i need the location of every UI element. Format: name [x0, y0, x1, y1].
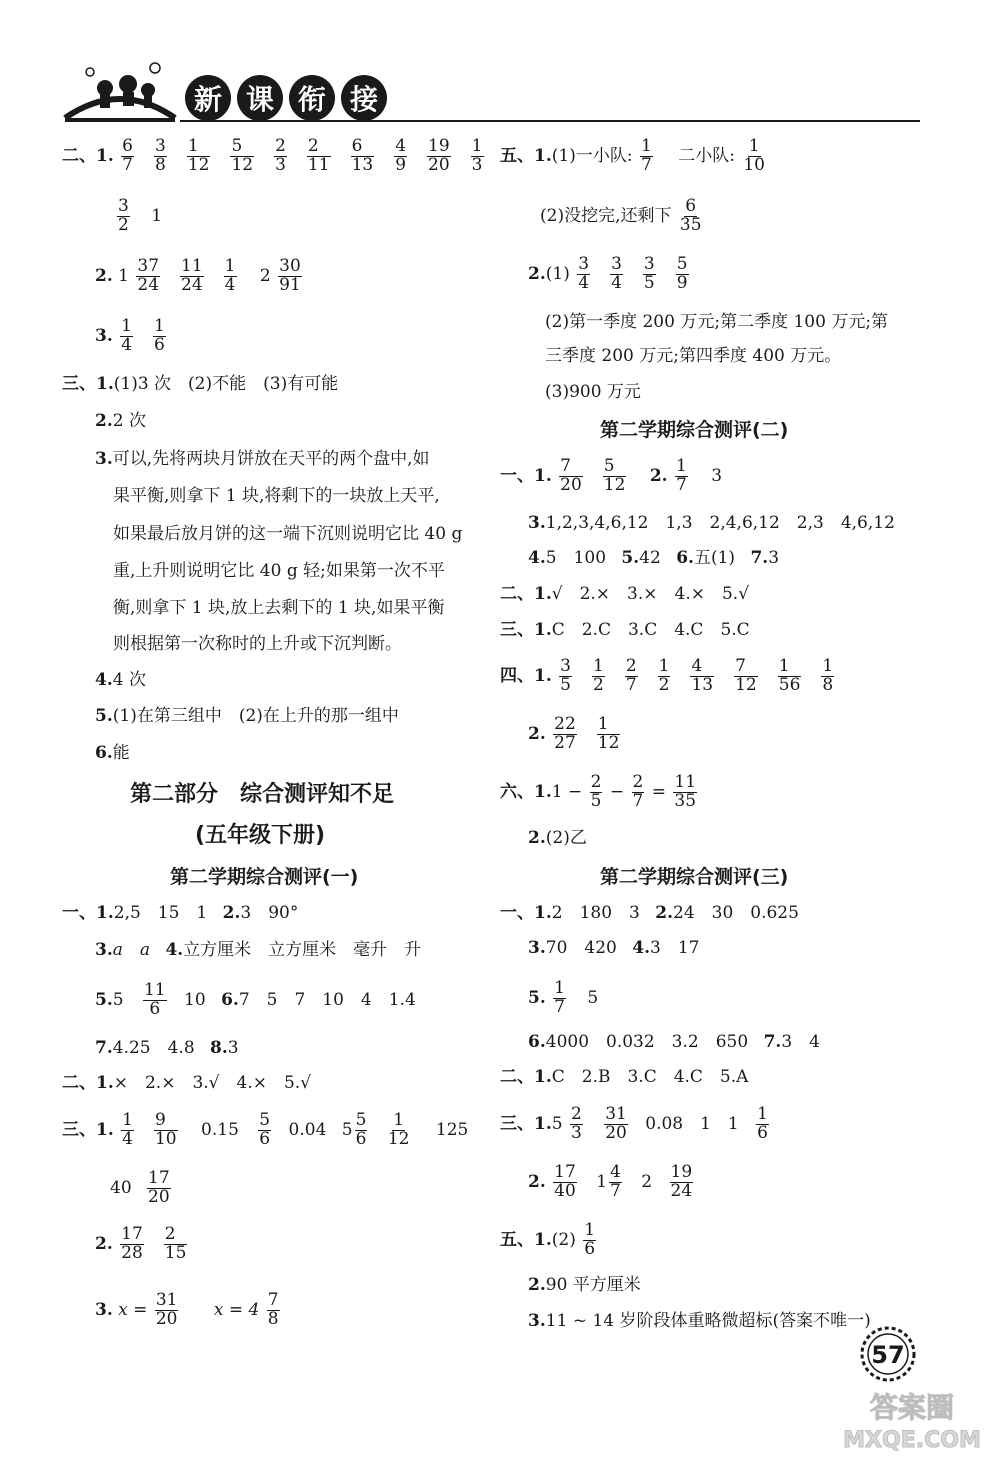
answer-line: [95, 258, 304, 295]
question-label: 7.: [95, 1038, 113, 1058]
answer-text: (1)一小队:: [551, 145, 633, 166]
answer-text: C 2.C 3.C 4.C 5.C: [551, 620, 750, 640]
answer-text: 42: [639, 548, 661, 568]
answer-line: [110, 1170, 173, 1207]
question-label: 5.: [95, 706, 113, 726]
answer-line: [500, 658, 852, 695]
answer-text: 果平衡,则拿下 1 块,将剩下的一块放上天平,: [113, 486, 440, 506]
fraction: $\frac{4}{9}$: [395, 136, 407, 175]
answer-text: a a: [112, 940, 151, 960]
question-label: 2.: [528, 828, 546, 848]
fraction: $\frac{31}{20}$: [605, 1104, 627, 1143]
header-title: [185, 75, 387, 121]
site-watermark-logo: [830, 1385, 995, 1455]
question-label: 4.: [95, 670, 113, 690]
question-label: 6.: [528, 1032, 546, 1052]
answer-text: 可以,先将两块月饼放在天平的两个盘中,如: [112, 449, 430, 469]
answer-line: [528, 1313, 871, 1330]
answer-value: 0.15: [201, 1119, 239, 1140]
fraction: $\frac{4}{7}$: [610, 1162, 621, 1201]
watermark-line1: 答案圈: [869, 1391, 955, 1424]
answer-line: [95, 942, 421, 959]
fraction: $\frac{5}{6}$: [355, 1110, 367, 1149]
fraction: $\frac{5}{6}$: [259, 1110, 271, 1149]
fraction: $\frac{1}{12}$: [187, 136, 210, 175]
section-label: 一、1.: [500, 903, 552, 923]
fraction: $\frac{11}{6}$: [143, 980, 166, 1019]
fraction: $\frac{17}{40}$: [554, 1162, 576, 1201]
question-label: 3.: [528, 938, 546, 958]
answer-value: 5: [551, 1113, 563, 1134]
fraction: $\frac{1}{6}$: [757, 1104, 768, 1143]
answer-line: [528, 550, 779, 567]
fraction: $\frac{3}{4}$: [578, 254, 590, 293]
answer-value: 40: [110, 1177, 132, 1198]
answer-line: [62, 138, 502, 175]
fraction: $\frac{9}{10}$: [154, 1110, 177, 1149]
fraction: $\frac{37}{24}$: [137, 256, 160, 295]
question-label: 2.: [95, 411, 113, 431]
fraction: $\frac{1}{10}$: [743, 136, 765, 175]
fraction-list: [134, 256, 254, 295]
answer-text: 24 30 0.625: [673, 903, 799, 923]
section-label: 二、1.: [500, 1067, 552, 1087]
answer-value: 1: [151, 205, 163, 226]
answer-line: [95, 451, 430, 468]
fraction: $\frac{1}{4}$: [122, 1110, 133, 1149]
answer-text: (2): [551, 1229, 576, 1250]
fraction: $\frac{6}{13}$: [351, 136, 374, 175]
answer-line: [500, 1069, 748, 1086]
fraction: $\frac{2}{3}$: [275, 136, 286, 175]
answer-text: √ 2.× 3.× 4.× 5.√: [551, 584, 750, 604]
page-header: [60, 60, 920, 130]
test-title: 第二学期综合测评(一): [170, 866, 359, 888]
fraction: $\frac{3}{8}$: [154, 136, 166, 175]
answer-line: [95, 1040, 239, 1057]
question-label: 6.: [221, 989, 239, 1010]
question-label: 2.: [95, 265, 113, 286]
question-label: 7.: [763, 1032, 782, 1052]
fraction: $\frac{19}{24}$: [670, 1162, 693, 1201]
grade-title: (五年级下册): [195, 823, 326, 848]
answer-line: [500, 1222, 598, 1259]
answer-text: C 2.B 3.C 4.C 5.A: [551, 1067, 749, 1087]
fraction: $\frac{2}{15}$: [164, 1224, 187, 1263]
fraction: $\frac{3}{5}$: [560, 656, 571, 695]
answer-line: [500, 458, 722, 495]
answer-line: [540, 198, 705, 235]
answer-text: 3: [227, 1038, 239, 1058]
question-label: 2.: [528, 1275, 546, 1295]
answer-line: [95, 982, 416, 1019]
fraction-list: [118, 1224, 205, 1263]
question-label: 2.: [528, 723, 546, 744]
fraction: $\frac{1}{7}$: [676, 456, 687, 495]
answer-value: 5: [341, 1119, 353, 1140]
answer-text: (1)3 次 (2)不能 (3)有可能: [113, 374, 339, 394]
answer-line: [95, 318, 184, 355]
question-label: 4.: [528, 548, 546, 568]
answer-value: 125: [435, 1119, 469, 1140]
answer-text: 立方厘米 立方厘米 毫升 升: [183, 940, 422, 960]
answer-line: [528, 940, 699, 957]
section-label: 三、1.: [500, 620, 552, 640]
answer-text: 2 次: [112, 411, 146, 431]
answer-line: [528, 716, 638, 753]
answer-value: 2: [641, 1171, 653, 1192]
answer-value: 5: [587, 987, 599, 1008]
answer-text: 三季度 200 万元;第四季度 400 万元。: [545, 346, 842, 366]
fraction: $\frac{6}{35}$: [679, 196, 702, 235]
question-label: 2.: [655, 903, 673, 923]
answer-text: 7 5 7 10 4 1.4: [238, 989, 416, 1010]
question-label: 2.: [528, 1171, 546, 1192]
test-title: 第二学期综合测评(二): [600, 419, 789, 441]
answer-text: 70 420: [545, 938, 617, 958]
fraction: $\frac{19}{20}$: [428, 136, 450, 175]
fraction: $\frac{1}{4}$: [224, 256, 236, 295]
answer-line: [528, 1034, 820, 1051]
answer-text: 能: [112, 743, 130, 763]
question-label: 4.: [165, 940, 184, 960]
fraction-list: [557, 456, 644, 495]
section-label: 六、1.: [500, 781, 552, 802]
section-label: 三、1.: [62, 374, 114, 394]
question-label: 3.: [528, 513, 546, 533]
answer-line: [500, 774, 699, 811]
answer-text: 90 平方厘米: [545, 1275, 641, 1295]
section-label: 四、1.: [500, 665, 552, 686]
question-label: 2.: [528, 263, 546, 284]
answer-text: x =: [118, 1299, 148, 1320]
answer-line: [528, 515, 895, 532]
title-char: 新: [185, 75, 231, 121]
answer-text: 2,5 15 1: [113, 903, 208, 923]
answer-line: [95, 413, 146, 430]
answer-text: (1)在第三组中 (2)在上升的那一组中: [112, 706, 399, 726]
answer-text: (1): [545, 263, 570, 284]
section-label: 三、1.: [62, 1119, 114, 1140]
answer-text: 3 17: [650, 938, 700, 958]
answer-text: =: [651, 781, 666, 802]
answer-line: [115, 198, 162, 235]
answer-value: 0.04: [288, 1119, 327, 1140]
title-char: 接: [341, 75, 387, 121]
section-label: 三、1.: [500, 1113, 552, 1134]
fraction-list: [118, 316, 184, 355]
answer-text: 11 ~ 14 岁阶段体重略微超标(答案不唯一): [545, 1311, 871, 1331]
answer-text: 重,上升则说明它比 40 g 轻;如果第一次不平: [113, 561, 445, 581]
fraction-list: [551, 714, 638, 753]
question-label: 6.: [95, 743, 113, 763]
answer-text: 则根据第一次称时的上升或下沉判断。: [113, 634, 402, 654]
question-label: 3.: [95, 940, 113, 960]
part-title: 第二部分 综合测评知不足: [130, 782, 395, 807]
fraction: $\frac{31}{20}$: [155, 1290, 178, 1329]
answer-line: [62, 1112, 468, 1149]
answer-line: [95, 745, 130, 762]
answer-line: [528, 1164, 695, 1201]
answer-text: (3)900 万元: [545, 382, 641, 402]
fraction: $\frac{5}{12}$: [231, 136, 254, 175]
question-label: 6.: [676, 548, 694, 568]
section-label: 五、1.: [500, 145, 552, 166]
section-label: 二、1.: [500, 584, 552, 604]
fraction: $\frac{2}{11}$: [307, 136, 330, 175]
fraction-list: [119, 136, 501, 175]
answer-value: 1: [596, 1171, 608, 1192]
answer-text: 3 90°: [240, 903, 299, 923]
answer-value: 10: [184, 989, 206, 1010]
answer-text: 3: [768, 548, 780, 568]
answer-line: [500, 622, 750, 639]
question-label: 2.: [222, 903, 241, 923]
question-label: 3.: [95, 325, 113, 346]
answer-value: 5: [112, 989, 124, 1010]
fraction: $\frac{1}{8}$: [822, 656, 834, 695]
answer-text: 二小队:: [678, 145, 735, 166]
answer-line: [95, 672, 146, 689]
section-label: 五、1.: [500, 1229, 552, 1250]
fraction: $\frac{1}{7}$: [640, 136, 652, 175]
answer-text: 衡,则拿下 1 块,放上去剩下的 1 块,如果平衡: [113, 598, 445, 618]
answer-line: [528, 256, 707, 293]
test-title: 第二学期综合测评(三): [600, 866, 789, 888]
section-label: 二、1.: [62, 145, 114, 166]
answer-line: [62, 905, 298, 922]
title-char: 课: [237, 75, 283, 121]
answer-line: [95, 1292, 282, 1329]
section-label: 一、1.: [500, 465, 552, 486]
fraction: $\frac{1}{2}$: [658, 656, 670, 695]
kids-on-bridge-logo: [60, 60, 180, 130]
answer-text: (2)没挖完,还剩下: [540, 205, 672, 226]
answer-text: 4000 0.032 3.2 650: [545, 1032, 749, 1052]
question-label: 3.: [528, 1311, 546, 1331]
title-char: 衔: [289, 75, 335, 121]
fraction: $\frac{1}{56}$: [778, 656, 801, 695]
fraction: $\frac{1}{7}$: [554, 978, 565, 1017]
fraction: $\frac{17}{28}$: [121, 1224, 143, 1263]
answer-line: [500, 905, 799, 922]
page-number-badge: [860, 1326, 916, 1382]
fraction: $\frac{2}{3}$: [570, 1104, 582, 1143]
fraction: $\frac{22}{27}$: [554, 714, 576, 753]
question-label: 2.: [649, 465, 668, 486]
answer-text: 五(1): [693, 548, 736, 568]
fraction: $\frac{3}{4}$: [611, 254, 622, 293]
answer-text: × 2.× 3.√ 4.× 5.√: [113, 1073, 312, 1093]
question-label: 5.: [528, 987, 546, 1008]
answer-value: 1: [118, 265, 129, 286]
answer-line: [528, 980, 598, 1017]
fraction: $\frac{1}{4}$: [121, 316, 132, 355]
question-label: 7.: [750, 548, 769, 568]
answer-text: 4.25 4.8: [112, 1038, 195, 1058]
answer-text: 如果最后放月饼的这一端下沉则说明它比 40 g: [113, 524, 463, 544]
answer-text: x = 4: [213, 1299, 260, 1320]
fraction-list: [575, 254, 706, 293]
question-label: 5.: [621, 548, 640, 568]
fraction-list: [557, 656, 852, 695]
question-label: 8.: [210, 1038, 228, 1058]
fraction: $\frac{4}{13}$: [691, 656, 714, 695]
fraction: $\frac{1}{12}$: [597, 714, 620, 753]
answer-text: 5 100: [545, 548, 607, 568]
fraction: $\frac{2}{7}$: [632, 772, 644, 811]
fraction: $\frac{1}{6}$: [584, 1220, 596, 1259]
answer-text: (2)乙: [545, 828, 587, 848]
fraction: $\frac{1}{2}$: [592, 656, 604, 695]
fraction-list: [119, 1110, 195, 1149]
question-label: 2.: [95, 1233, 113, 1254]
answer-text: 1,2,3,4,6,12 1,3 2,4,6,12 2,3 4,6,12: [545, 513, 895, 533]
answer-text: (2)第一季度 200 万元;第二季度 100 万元;第: [545, 312, 889, 332]
fraction: $\frac{1}{3}$: [471, 136, 483, 175]
answer-text: 2 180 3: [551, 903, 640, 923]
fraction: $\frac{3}{5}$: [643, 254, 655, 293]
answer-line: [500, 1106, 771, 1143]
answer-line: [528, 830, 587, 847]
page-number: 57: [871, 1341, 905, 1369]
watermark-line2: MXQE.COM: [843, 1428, 981, 1453]
answer-line: [500, 138, 768, 175]
answer-text: 3 4: [781, 1032, 820, 1052]
fraction: $\frac{1}{6}$: [153, 316, 165, 355]
fraction: $\frac{30}{91}$: [279, 256, 301, 295]
fraction: $\frac{5}{9}$: [676, 254, 688, 293]
answer-text: 4 次: [112, 670, 146, 690]
fraction: $\frac{7}{20}$: [560, 456, 582, 495]
fraction: $\frac{1}{12}$: [387, 1110, 410, 1149]
fraction: $\frac{11}{35}$: [674, 772, 697, 811]
fraction: $\frac{7}{8}$: [267, 1290, 279, 1329]
answer-line: [62, 1075, 311, 1092]
fraction: $\frac{11}{24}$: [181, 256, 203, 295]
answer-line: [500, 586, 749, 603]
question-label: 5.: [95, 989, 113, 1010]
fraction: $\frac{2}{5}$: [590, 772, 602, 811]
fraction: $\frac{6}{7}$: [122, 136, 133, 175]
section-label: 二、1.: [62, 1073, 114, 1093]
fraction: $\frac{5}{12}$: [603, 456, 626, 495]
question-label: 3.: [95, 1299, 113, 1320]
header-rule: [180, 120, 920, 122]
fraction: $\frac{3}{2}$: [118, 196, 129, 235]
answer-line: [62, 376, 338, 393]
answer-line: [95, 1226, 205, 1263]
answer-text: 1 −: [551, 781, 583, 802]
answer-line: [95, 708, 399, 725]
section-label: 一、1.: [62, 903, 114, 923]
fraction: $\frac{7}{12}$: [735, 656, 757, 695]
fraction: $\frac{2}{7}$: [625, 656, 637, 695]
answer-value: 3: [711, 465, 723, 486]
question-label: 3.: [95, 449, 113, 469]
question-label: 4.: [632, 938, 650, 958]
answer-text: −: [609, 781, 625, 802]
answer-text: 0.08 1 1: [645, 1113, 739, 1134]
answer-value: 2: [259, 265, 271, 286]
fraction: $\frac{17}{20}$: [148, 1168, 170, 1207]
answer-line: [528, 1277, 641, 1294]
